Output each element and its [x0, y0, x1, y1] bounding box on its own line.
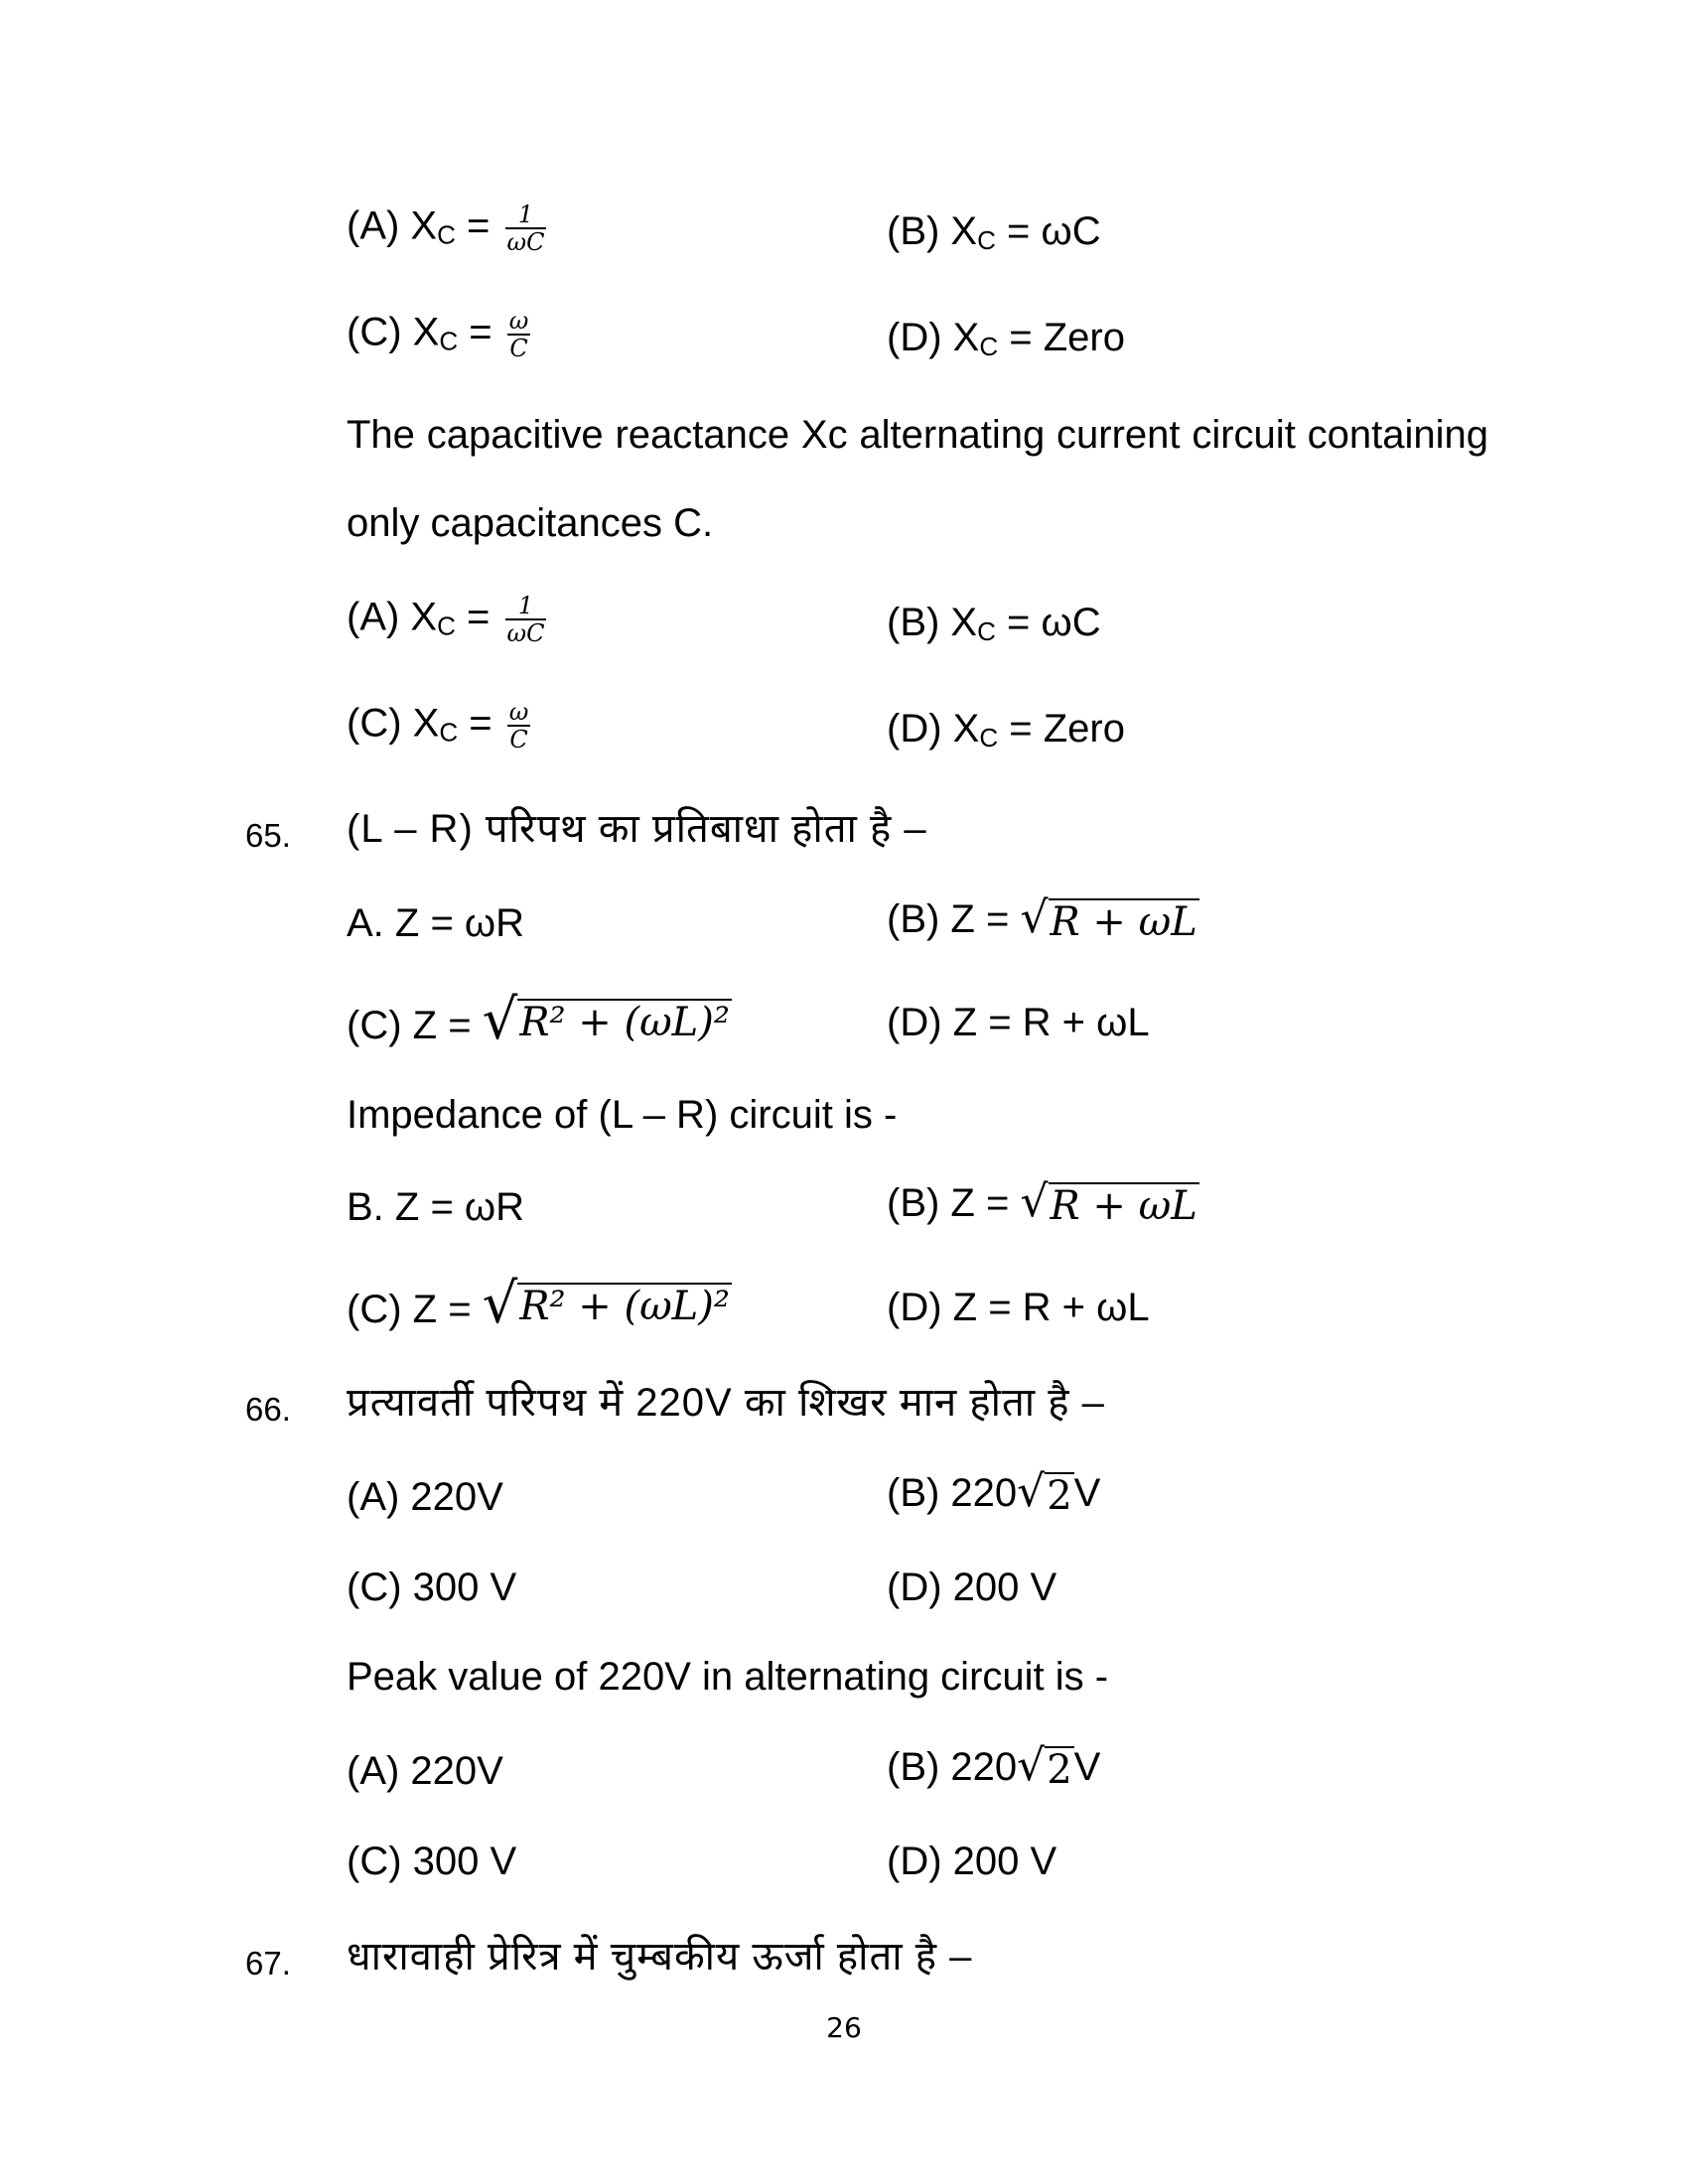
question-66-english: Peak value of 220V in alternating circuit is -: [347, 1655, 1109, 1699]
question-number-66: 66.: [245, 1391, 291, 1428]
q65-option-c: (C) Z = √ R² + (ωL)²: [347, 988, 730, 1052]
sqrt-r-plus-omega-l: √ R + ωL: [1020, 892, 1197, 945]
question-64-english-line2: only capacitances C.: [347, 501, 714, 545]
option-d-xc-2: (D) $X_C$ = Zero: [887, 707, 1125, 752]
question-66-hindi: प्रत्यावर्ती परिपथ में 220V का शिखर मान होता है –: [347, 1381, 1105, 1425]
fraction-omega-over-c: $\frac{\omega}{C}$: [508, 698, 529, 753]
q66-option-c: (C) 300 V: [347, 1566, 517, 1609]
q65-option-a-english: B. Z = ωR: [347, 1185, 525, 1229]
page-number: 26: [826, 2011, 862, 2044]
question-67-hindi: धारावाही प्रेरित्र में चुम्बकीय ऊर्जा होता है –: [347, 1935, 973, 1979]
sqrt-2: √ 2: [1017, 1740, 1072, 1793]
q65-option-c-english: (C) Z = √ R² + (ωL)²: [347, 1272, 730, 1336]
q66-option-b: (B) 220 √ 2 V: [887, 1466, 1101, 1519]
question-64-english-line1: The capacitive reactance Xc alternating current circuit containing: [347, 413, 1488, 457]
option-b-xc-2: (B) $X_C = \omega C$: [887, 601, 1101, 646]
q66-option-b-english: (B) 220 √ 2 V: [887, 1740, 1101, 1793]
q65-option-b-english: (B) Z = √ R + ωL: [887, 1176, 1197, 1229]
q66-option-a: (A) 220V: [347, 1475, 503, 1519]
q66-option-d-english: (D) 200 V: [887, 1840, 1057, 1883]
fraction-1-over-omega-c: $\frac{1}{\omega C}$: [506, 201, 545, 256]
sqrt-r2-plus-omega-l2: √ R² + (ωL)²: [482, 1272, 730, 1336]
option-c-xc-2: (C) $X_C$ = $\frac{\omega}{C}$: [347, 698, 529, 753]
question-65-hindi: (L – R) परिपथ का प्रतिबाधा होता है –: [347, 807, 927, 851]
q65-option-d: (D) Z = R + ωL: [887, 1001, 1150, 1044]
question-number-65: 65.: [245, 817, 291, 854]
option-b-xc-1: (B) $X_C = \omega C$: [887, 209, 1101, 255]
fraction-omega-over-c: $\frac{\omega}{C}$: [508, 307, 529, 362]
sqrt-2: √ 2: [1017, 1466, 1072, 1519]
q66-option-c-english: (C) 300 V: [347, 1840, 517, 1883]
question-65-english: Impedance of (L – R) circuit is -: [347, 1093, 898, 1137]
q65-option-a: A. Z = ωR: [347, 901, 525, 945]
option-a-xc-1: (A) $X_C$ = $\frac{1}{\omega C}$: [347, 201, 545, 256]
q65-option-d-english: (D) Z = R + ωL: [887, 1286, 1150, 1329]
option-c-xc-1: (C) $X_C$ = $\frac{\omega}{C}$: [347, 307, 529, 362]
sqrt-r2-plus-omega-l2: √ R² + (ωL)²: [482, 988, 730, 1052]
q65-option-b: (B) Z = √ R + ωL: [887, 892, 1197, 945]
question-number-67: 67.: [245, 1945, 291, 1981]
option-a-xc-2: (A) $X_C$ = $\frac{1}{\omega C}$: [347, 592, 545, 647]
fraction-1-over-omega-c: $\frac{1}{\omega C}$: [506, 592, 545, 647]
sqrt-r-plus-omega-l: √ R + ωL: [1020, 1176, 1197, 1229]
option-d-xc-1: (D) $X_C$ = Zero: [887, 316, 1125, 361]
q66-option-d: (D) 200 V: [887, 1566, 1057, 1609]
q66-option-a-english: (A) 220V: [347, 1749, 503, 1793]
